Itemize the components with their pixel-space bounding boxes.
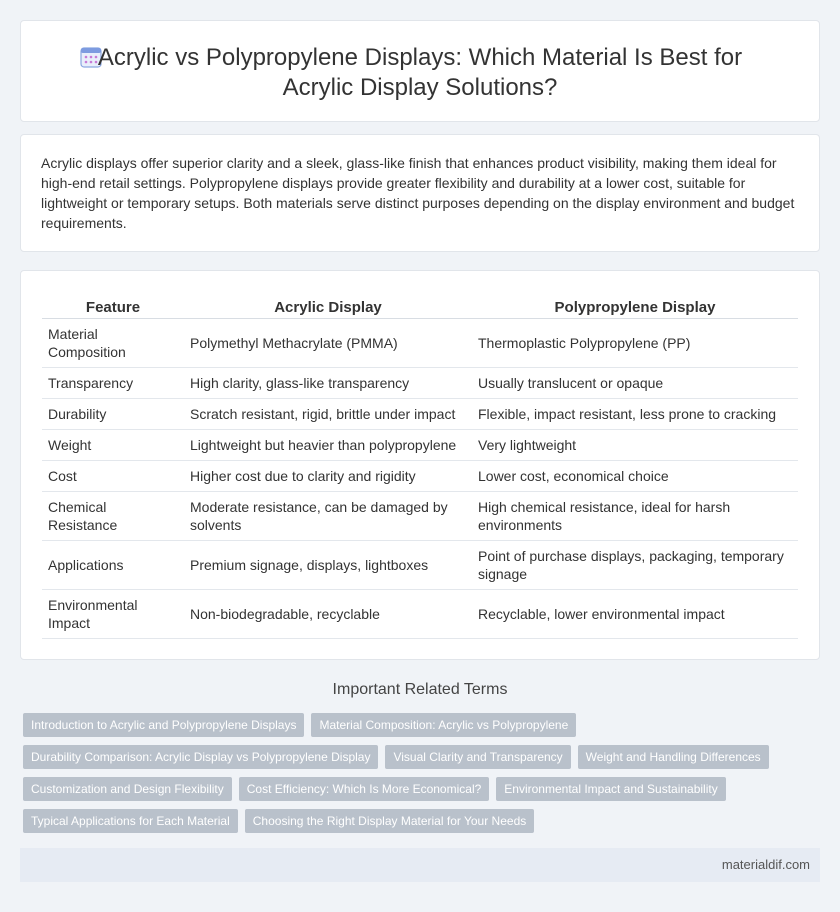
tag-link[interactable]: Visual Clarity and Transparency (385, 745, 570, 769)
header-acrylic: Acrylic Display (184, 297, 472, 318)
footer-site-link[interactable]: materialdif.com (721, 857, 810, 872)
tag-row (23, 777, 803, 801)
table-cell: Weight (42, 429, 184, 460)
table-cell: Applications (42, 540, 184, 589)
table-cell: Polymethyl Methacrylate (PMMA) (184, 318, 472, 367)
title-card (20, 20, 820, 122)
page-title-line1: Acrylic vs Polypropylene Displays: Which Material Is Best for (97, 44, 743, 71)
footer (20, 848, 820, 882)
table-row (42, 491, 798, 540)
table-cell: Lower cost, economical choice (472, 460, 798, 491)
tag-link[interactable]: Introduction to Acrylic and Polypropylene Displays (23, 713, 304, 737)
tag-link[interactable]: Durability Comparison: Acrylic Display vs Polypropylene Display (23, 745, 378, 769)
comparison-table (42, 297, 798, 639)
table-cell: Lightweight but heavier than polypropylene (184, 429, 472, 460)
table-cell: Cost (42, 460, 184, 491)
table-cell: Transparency (42, 367, 184, 398)
tag-link[interactable]: Customization and Design Flexibility (23, 777, 232, 801)
page-title-line2: Acrylic Display Solutions? (282, 74, 558, 101)
table-cell: Material Composition (42, 318, 184, 367)
table-cell: Point of purchase displays, packaging, temporary signage (472, 540, 798, 589)
table-cell: Durability (42, 398, 184, 429)
table-header-row (42, 297, 798, 318)
table-row (42, 589, 798, 638)
table-cell: Higher cost due to clarity and rigidity (184, 460, 472, 491)
tag-link[interactable]: Choosing the Right Display Material for Your Needs (245, 809, 534, 833)
page-title (21, 43, 819, 103)
table-row (42, 429, 798, 460)
header-polypropylene: Polypropylene Display (472, 297, 798, 318)
table-cell: Very lightweight (472, 429, 798, 460)
header-feature: Feature (42, 297, 184, 318)
tag-row (23, 809, 803, 833)
related-terms-title: Important Related Terms (332, 681, 508, 698)
intro-text: Acrylic displays offer superior clarity and a sleek, glass-like finish that enhances product visibility, making them ideal for high-end retail settings. Polypropylene displays provide greater flexibility and durability at a lower cost, suitable for lightweight or temporary setups. Both materials serve distinct purposes depending on the display environment and budget requirements. (41, 155, 795, 231)
table-cell: High clarity, glass-like transparency (184, 367, 472, 398)
table-row (42, 398, 798, 429)
tag-row (23, 745, 803, 769)
intro-card (20, 134, 820, 252)
tag-link[interactable]: Material Composition: Acrylic vs Polypropylene (311, 713, 576, 737)
related-terms-tags (23, 713, 803, 841)
tag-link[interactable]: Typical Applications for Each Material (23, 809, 238, 833)
tag-link[interactable]: Cost Efficiency: Which Is More Economical? (239, 777, 490, 801)
tag-row (23, 713, 803, 737)
table-cell: High chemical resistance, ideal for harsh environments (472, 491, 798, 540)
table-row (42, 318, 798, 367)
table-row (42, 460, 798, 491)
tag-link[interactable]: Weight and Handling Differences (578, 745, 769, 769)
table-cell: Environmental Impact (42, 589, 184, 638)
table-row (42, 367, 798, 398)
table-cell: Thermoplastic Polypropylene (PP) (472, 318, 798, 367)
comparison-card (20, 270, 820, 660)
table-cell: Scratch resistant, rigid, brittle under impact (184, 398, 472, 429)
table-row (42, 540, 798, 589)
table-cell: Flexible, impact resistant, less prone to cracking (472, 398, 798, 429)
table-cell: Recyclable, lower environmental impact (472, 589, 798, 638)
table-cell: Usually translucent or opaque (472, 367, 798, 398)
table-cell: Moderate resistance, can be damaged by solvents (184, 491, 472, 540)
tag-link[interactable]: Environmental Impact and Sustainability (496, 777, 725, 801)
table-cell: Chemical Resistance (42, 491, 184, 540)
table-cell: Premium signage, displays, lightboxes (184, 540, 472, 589)
table-cell: Non-biodegradable, recyclable (184, 589, 472, 638)
